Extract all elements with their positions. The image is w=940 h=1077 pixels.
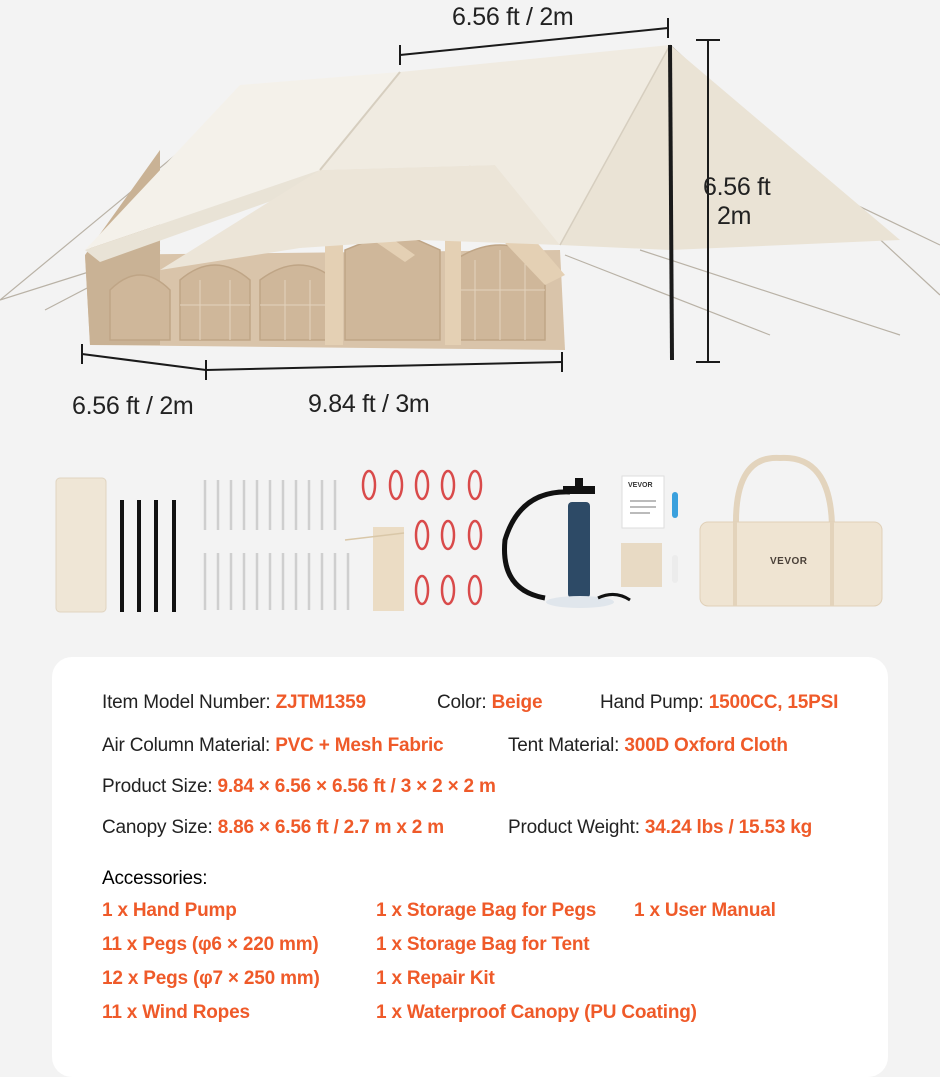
spec-canopy-size: Canopy Size: 8.86 × 6.56 ft / 2.7 m x 2 m: [102, 817, 444, 838]
dimension-top: 6.56 ft / 2m: [452, 3, 574, 31]
dimension-height-m: 2m: [717, 202, 752, 230]
spec-model: Item Model Number: ZJTM1359: [102, 692, 366, 713]
repair-patch: [621, 543, 662, 587]
accessory-item: 1 x Storage Bag for Pegs: [376, 900, 597, 921]
brand-on-manual: VEVOR: [628, 482, 653, 489]
accessory-item: 11 x Wind Ropes: [102, 1002, 250, 1023]
accessories-heading: Accessories:: [102, 868, 208, 889]
dimension-length: 9.84 ft / 3m: [308, 390, 430, 418]
accessory-item: 1 x User Manual: [634, 900, 776, 921]
spec-product-size: Product Size: 9.84 × 6.56 × 6.56 ft / 3 × 2 × 2 m: [102, 776, 496, 797]
spec-color: Color: Beige: [437, 692, 543, 713]
accessory-item: 12 x Pegs (φ7 × 250 mm): [102, 968, 320, 989]
dimension-depth: 6.56 ft / 2m: [72, 392, 194, 420]
accessory-item: 1 x Hand Pump: [102, 900, 237, 921]
hand-pump: [505, 478, 631, 608]
accessory-item: 1 x Waterproof Canopy (PU Coating): [376, 1002, 697, 1023]
brand-on-bag: VEVOR: [770, 556, 808, 567]
spec-air-column: Air Column Material: PVC + Mesh Fabric: [102, 735, 444, 756]
spec-product-weight: Product Weight: 34.24 lbs / 15.53 kg: [508, 817, 813, 838]
dimension-height-ft: 6.56 ft: [703, 173, 771, 201]
accessory-item: 1 x Repair Kit: [376, 968, 495, 989]
tent-storage-bag: [700, 458, 882, 606]
accessory-item: 11 x Pegs (φ6 × 220 mm): [102, 934, 319, 955]
accessory-item: 1 x Storage Bag for Tent: [376, 934, 590, 955]
peg-storage-bag: [373, 527, 404, 611]
spec-tent-material: Tent Material: 300D Oxford Cloth: [508, 735, 788, 756]
spec-hand-pump: Hand Pump: 1500CC, 15PSI: [600, 692, 839, 713]
folded-canopy: [56, 478, 106, 612]
